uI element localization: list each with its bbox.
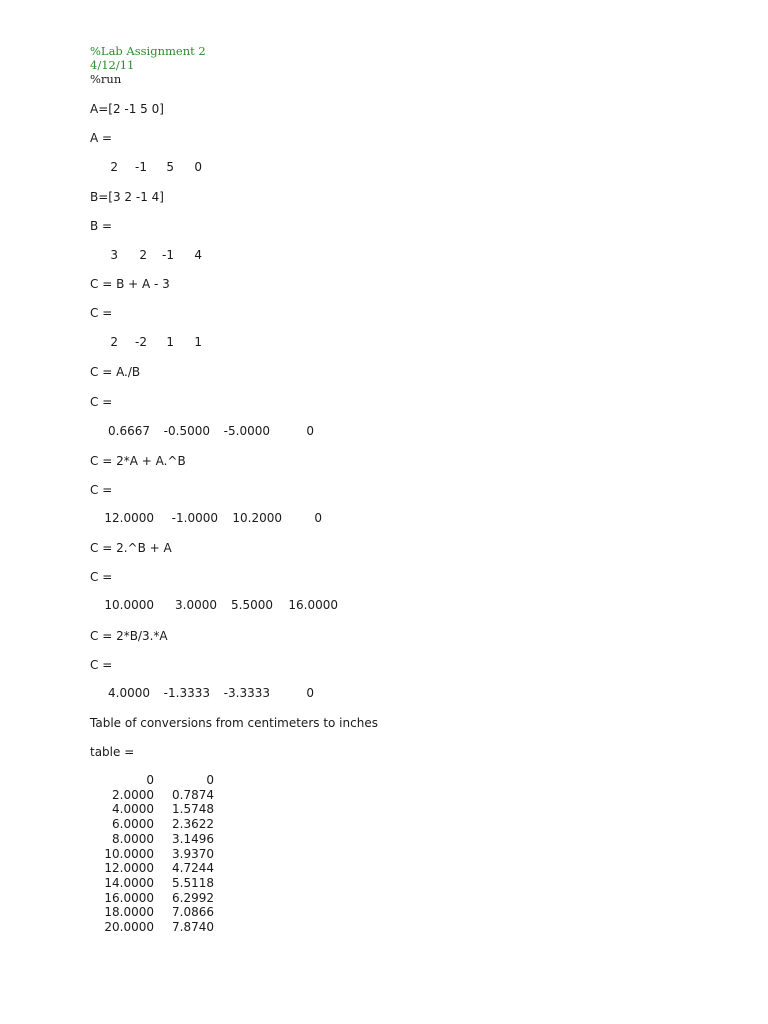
table-row <box>0 861 768 876</box>
command-line: A=[2 -1 5 0] <box>90 102 164 116</box>
table-row <box>0 817 768 832</box>
result-row <box>0 248 768 263</box>
result-value: 10.2000 <box>232 511 282 525</box>
result-label: B = <box>90 219 113 233</box>
result-label: C = <box>90 658 113 672</box>
result-value: 1 <box>166 335 174 349</box>
result-value: 0 <box>306 686 314 700</box>
result-label: C = <box>90 570 113 584</box>
result-value: 5.5000 <box>231 598 273 612</box>
table-row <box>0 773 768 788</box>
result-label: A = <box>90 131 113 145</box>
result-value: 3 <box>110 248 118 262</box>
table-row <box>0 832 768 847</box>
command-line: B=[3 2 -1 4] <box>90 190 164 204</box>
result-value: 0 <box>314 511 322 525</box>
centimeters-cell: 20.0000 <box>104 920 154 934</box>
result-value: 2 <box>110 335 118 349</box>
centimeters-cell: 14.0000 <box>104 875 154 890</box>
table-row <box>0 920 768 935</box>
result-value: 5 <box>166 160 174 174</box>
result-row <box>0 424 768 439</box>
table-row <box>0 905 768 920</box>
result-row <box>0 335 768 350</box>
inches-cell: 2.3622 <box>172 817 214 832</box>
result-row <box>0 511 768 526</box>
centimeters-cell: 10.0000 <box>104 846 154 861</box>
date-comment: 4/12/11 <box>90 58 135 72</box>
result-value: 2 <box>139 248 147 262</box>
result-value: 0 <box>306 424 314 438</box>
result-value: -1 <box>162 248 174 262</box>
result-value: -3.3333 <box>223 686 270 700</box>
inches-cell: 6.2992 <box>172 890 214 905</box>
result-value: 4.0000 <box>108 686 150 700</box>
centimeters-cell: 2.0000 <box>112 787 154 802</box>
result-row <box>0 686 768 701</box>
run-command: %run <box>90 72 122 86</box>
command-line: C = A./B <box>90 365 141 379</box>
result-value: 3.0000 <box>175 598 217 612</box>
table-result-label: table = <box>90 745 135 759</box>
inches-cell: 4.7244 <box>172 861 214 876</box>
result-value: -2 <box>135 335 147 349</box>
centimeters-cell: 6.0000 <box>112 817 154 832</box>
centimeters-cell: 4.0000 <box>112 802 154 817</box>
inches-cell: 7.8740 <box>172 920 214 934</box>
table-row <box>0 891 768 906</box>
centimeters-cell: 18.0000 <box>104 905 154 920</box>
command-line: C = 2*A + A.^B <box>90 454 186 468</box>
result-value: 12.0000 <box>104 511 154 525</box>
inches-cell: 0.7874 <box>172 787 214 802</box>
result-value: 1 <box>194 335 202 349</box>
result-value: 2 <box>110 160 118 174</box>
result-label: C = <box>90 395 113 409</box>
result-row <box>0 598 768 613</box>
inches-cell: 3.1496 <box>172 831 214 846</box>
inches-cell: 7.0866 <box>172 905 214 920</box>
title-comment: %Lab Assignment 2 <box>90 44 206 58</box>
command-line: C = 2*B/3.*A <box>90 629 168 643</box>
inches-cell: 5.5118 <box>172 875 214 890</box>
centimeters-cell: 16.0000 <box>104 890 154 905</box>
result-value: 4 <box>194 248 202 262</box>
result-label: C = <box>90 306 113 320</box>
inches-cell: 3.9370 <box>172 846 214 861</box>
conversion-table <box>0 773 768 939</box>
result-value: 0 <box>194 160 202 174</box>
result-value: -5.0000 <box>223 424 270 438</box>
centimeters-cell: 12.0000 <box>104 861 154 876</box>
conversion-heading: Table of conversions from centimeters to inches <box>90 716 378 730</box>
result-value: -1.0000 <box>171 511 218 525</box>
inches-cell: 1.5748 <box>172 802 214 817</box>
result-value: 10.0000 <box>104 598 154 612</box>
table-row <box>0 847 768 862</box>
centimeters-cell: 0 <box>146 773 154 787</box>
result-value: -0.5000 <box>163 424 210 438</box>
command-line: C = B + A - 3 <box>90 277 170 291</box>
inches-cell: 0 <box>206 773 214 787</box>
result-value: 16.0000 <box>288 598 338 612</box>
result-value: 0.6667 <box>108 424 150 438</box>
result-value: -1.3333 <box>163 686 210 700</box>
table-row <box>0 802 768 817</box>
result-value: -1 <box>135 160 147 174</box>
command-line: C = 2.^B + A <box>90 541 172 555</box>
result-row <box>0 160 768 175</box>
centimeters-cell: 8.0000 <box>112 831 154 846</box>
table-row <box>0 876 768 891</box>
result-label: C = <box>90 483 113 497</box>
table-row <box>0 788 768 803</box>
